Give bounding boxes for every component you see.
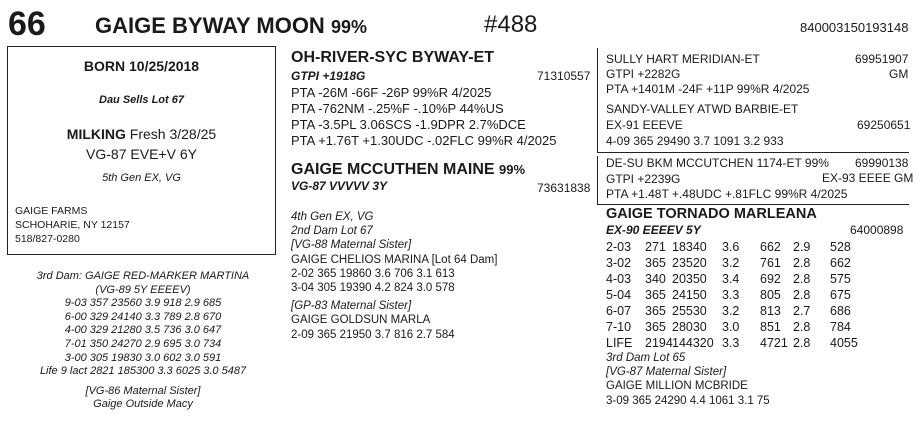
sire-pta-line: PTA -26M -66F -26P 99%R 4/2025 <box>291 85 492 100</box>
dau-sells: Dau Sells Lot 67 <box>99 94 184 106</box>
record-cell: 3-02 <box>606 256 632 270</box>
record-cell: 3.6 <box>722 240 740 254</box>
sire-sire-gm: GM <box>889 67 909 81</box>
dam-sire-name: DE-SU BKM MCCUTCHEN 1174-ET 99% <box>606 156 829 170</box>
record-cell: 28030 <box>672 320 707 334</box>
record-cell: 2194 <box>645 336 673 350</box>
dam-details <box>291 210 497 342</box>
third-dam-record: Life 9 lact 2821 185300 3.3 6025 3.0 5487 <box>39 365 247 378</box>
record-cell: 662 <box>830 256 851 270</box>
dam-dam-sister-record: 3-09 365 24290 4.4 1061 3.1 75 <box>606 394 770 407</box>
sire-dam-reg: 69250651 <box>857 118 911 132</box>
maternal-sister-name: Gaige Outside Macy <box>93 398 193 411</box>
farm-name: GAIGE FARMS <box>15 205 88 217</box>
record-cell: 3.0 <box>722 320 740 334</box>
third-dam-lot: 3rd Dam Lot 65 <box>606 352 686 364</box>
sister2-name: GAIGE GOLDSUN MARLA <box>291 314 431 327</box>
record-cell: 761 <box>760 256 781 270</box>
record-cell: 851 <box>760 320 781 334</box>
milking-status <box>8 125 275 143</box>
record-cell: 662 <box>760 240 781 254</box>
record-cell: 365 <box>645 256 666 270</box>
record-cell: 7-10 <box>606 320 632 334</box>
sister2-record: 2-09 365 21950 3.7 816 2.7 584 <box>291 328 455 341</box>
record-cell: 686 <box>830 304 851 318</box>
sire-gtpi: GTPI +1918G <box>291 69 366 83</box>
dam-sire-gtpi: GTPI +2239G <box>606 171 681 186</box>
milking-detail: Fresh 3/28/25 <box>129 126 217 142</box>
record-cell: 6-07 <box>606 304 632 318</box>
sister1-name: GAIGE CHELIOS MARINA [Lot 64 Dam] <box>291 253 498 266</box>
record-cell: 2.8 <box>793 336 811 350</box>
sire-block <box>291 48 494 68</box>
record-cell: 805 <box>760 288 781 302</box>
record-cell: LIFE <box>606 336 633 350</box>
registration-number: 840003150193148 <box>800 20 909 35</box>
sire-pta <box>291 85 556 149</box>
record-cell: 575 <box>830 272 851 286</box>
record-cell: 25530 <box>672 304 707 318</box>
sister1-record: 3-04 305 19390 4.2 824 3.0 578 <box>291 282 455 295</box>
third-dam <box>0 270 286 412</box>
sire-dam-name: SANDY-VALLEY ATWD BARBIE-ET <box>606 102 799 116</box>
dam-dam-sister-label: [VG-87 Maternal Sister] <box>606 366 727 379</box>
record-cell: 340 <box>645 272 666 286</box>
sister1-record: 2-02 365 19860 3.6 706 3.1 613 <box>291 267 455 280</box>
record-cell: 365 <box>645 304 666 318</box>
tag-number: #488 <box>484 11 538 38</box>
record-cell: 3.3 <box>722 288 740 302</box>
dam-sire-dam-class: EX-93 EEEE GM <box>822 171 914 185</box>
record-cell: 4055 <box>830 336 858 350</box>
generation: 5th Gen EX, VG <box>102 172 181 184</box>
sire-sire-reg: 69951907 <box>855 52 909 66</box>
info-box <box>7 46 276 255</box>
dam-dam-footer <box>606 351 770 408</box>
sire-sire-name: SULLY HART MERIDIAN-ET <box>606 52 760 66</box>
sire-dam-record: 4-09 365 29490 3.7 1091 3.2 933 <box>606 134 784 148</box>
sire-reg: 71310557 <box>537 69 591 83</box>
third-dam-record: 3-00 305 19830 3.0 602 3.0 591 <box>64 351 222 364</box>
record-cell: 18340 <box>672 240 707 254</box>
record-cell: 23520 <box>672 256 707 270</box>
dam-sire-pta: PTA +1.48T +.48UDC +.81FLC 99%R 4/2025 <box>606 187 848 201</box>
record-cell: 365 <box>645 320 666 334</box>
sire-sire-pta: PTA +1401M -24F +11P 99%R 4/2025 <box>606 82 810 96</box>
dam-name-text: GAIGE MCCUTHEN MAINE <box>291 161 495 178</box>
record-cell: 2.8 <box>793 272 811 286</box>
sire-dam <box>606 101 798 149</box>
dam-sire-reg: 69990138 <box>855 156 909 170</box>
record-cell: 2.7 <box>793 304 811 318</box>
record-cell: 24150 <box>672 288 707 302</box>
record-cell: 365 <box>645 288 666 302</box>
dam-dam-class: EX-90 EEEEV 5Y <box>606 223 701 237</box>
animal-name <box>95 12 367 41</box>
dam-reg: 73631838 <box>537 181 591 195</box>
third-dam-title: 3rd Dam: GAIGE RED-MARKER MARTINA <box>36 270 250 282</box>
record-cell: 2.8 <box>793 256 811 270</box>
sire-name: OH-RIVER-SYC BYWAY-ET <box>291 49 494 66</box>
sire-pta-line: PTA +1.76T +1.30UDC -.02FLC 99%R 4/2025 <box>291 133 557 148</box>
lot-number: 66 <box>8 5 46 43</box>
record-cell: 3.2 <box>722 304 740 318</box>
sire-pta-line: PTA -762NM -.25%F -.10%P 44%US <box>291 101 504 116</box>
dam-sire <box>606 156 847 203</box>
record-cell: 675 <box>830 288 851 302</box>
record-cell: 813 <box>760 304 781 318</box>
sire-dam-class: EX-91 EEEVE <box>606 118 683 132</box>
milking-label: MILKING <box>66 126 126 142</box>
record-cell: 2.9 <box>793 240 811 254</box>
record-cell: 3.2 <box>722 256 740 270</box>
sister1-label: [VG-88 Maternal Sister] <box>291 239 412 252</box>
dam-dam-name: GAIGE TORNADO MARLEANA <box>606 206 817 222</box>
animal-name-pct: 99% <box>330 17 367 37</box>
record-cell: 4-03 <box>606 272 632 286</box>
third-dam-record: 7-01 350 24270 2.9 695 3.0 734 <box>64 337 222 350</box>
dam-name-pct: 99% <box>499 162 526 177</box>
dam-dam-reg: 64000898 <box>850 223 904 237</box>
classification: VG-87 EVE+V 6Y <box>86 146 197 162</box>
third-dam-record: 9-03 357 23560 3.9 918 2.9 685 <box>64 297 222 310</box>
record-cell: 2-03 <box>606 240 632 254</box>
record-cell: 4721 <box>760 336 788 350</box>
record-cell: 271 <box>645 240 666 254</box>
record-cell: 784 <box>830 320 851 334</box>
record-cell: 3.3 <box>722 336 740 350</box>
third-dam-record: 6-00 329 24140 3.3 789 2.8 670 <box>64 310 222 323</box>
farm-address: SCHOHARIE, NY 12157 <box>15 219 130 231</box>
record-cell: 692 <box>760 272 781 286</box>
third-dam-class: (VG-89 5Y EEEEV) <box>95 283 191 296</box>
record-cell: 528 <box>830 240 851 254</box>
record-cell: 2.8 <box>793 288 811 302</box>
record-cell: 2.8 <box>793 320 811 334</box>
dam-dam-sister-name: GAIGE MILLION MCBRIDE <box>606 380 748 393</box>
farm-phone: 518/827-0280 <box>15 233 80 245</box>
sire-sire-gtpi: GTPI +2282G <box>606 67 681 81</box>
dam-generation: 4th Gen EX, VG <box>291 211 374 223</box>
pedigree-line <box>597 156 598 204</box>
third-dam-record: 4-00 329 21280 3.5 736 3.0 647 <box>64 324 222 337</box>
record-cell: 144320 <box>672 336 714 350</box>
pedigree-line <box>597 152 909 153</box>
animal-name-text: GAIGE BYWAY MOON <box>95 13 325 38</box>
sire-pta-line: PTA -3.5PL 3.06SCS -1.9DPR 2.7%DCE <box>291 117 526 132</box>
pedigree-line <box>597 48 598 152</box>
record-cell: 5-04 <box>606 288 632 302</box>
dam-name <box>291 160 525 180</box>
maternal-sister-label: [VG-86 Maternal Sister] <box>85 384 201 397</box>
sister2-label: [GP-83 Maternal Sister] <box>291 300 412 313</box>
record-cell: 3.4 <box>722 272 740 286</box>
born-date: BORN 10/25/2018 <box>83 58 200 74</box>
second-dam: 2nd Dam Lot 67 <box>291 225 373 238</box>
record-cell: 20350 <box>672 272 707 286</box>
dam-class: VG-87 VVVVV 3Y <box>291 179 388 193</box>
sire-sire <box>606 52 809 97</box>
